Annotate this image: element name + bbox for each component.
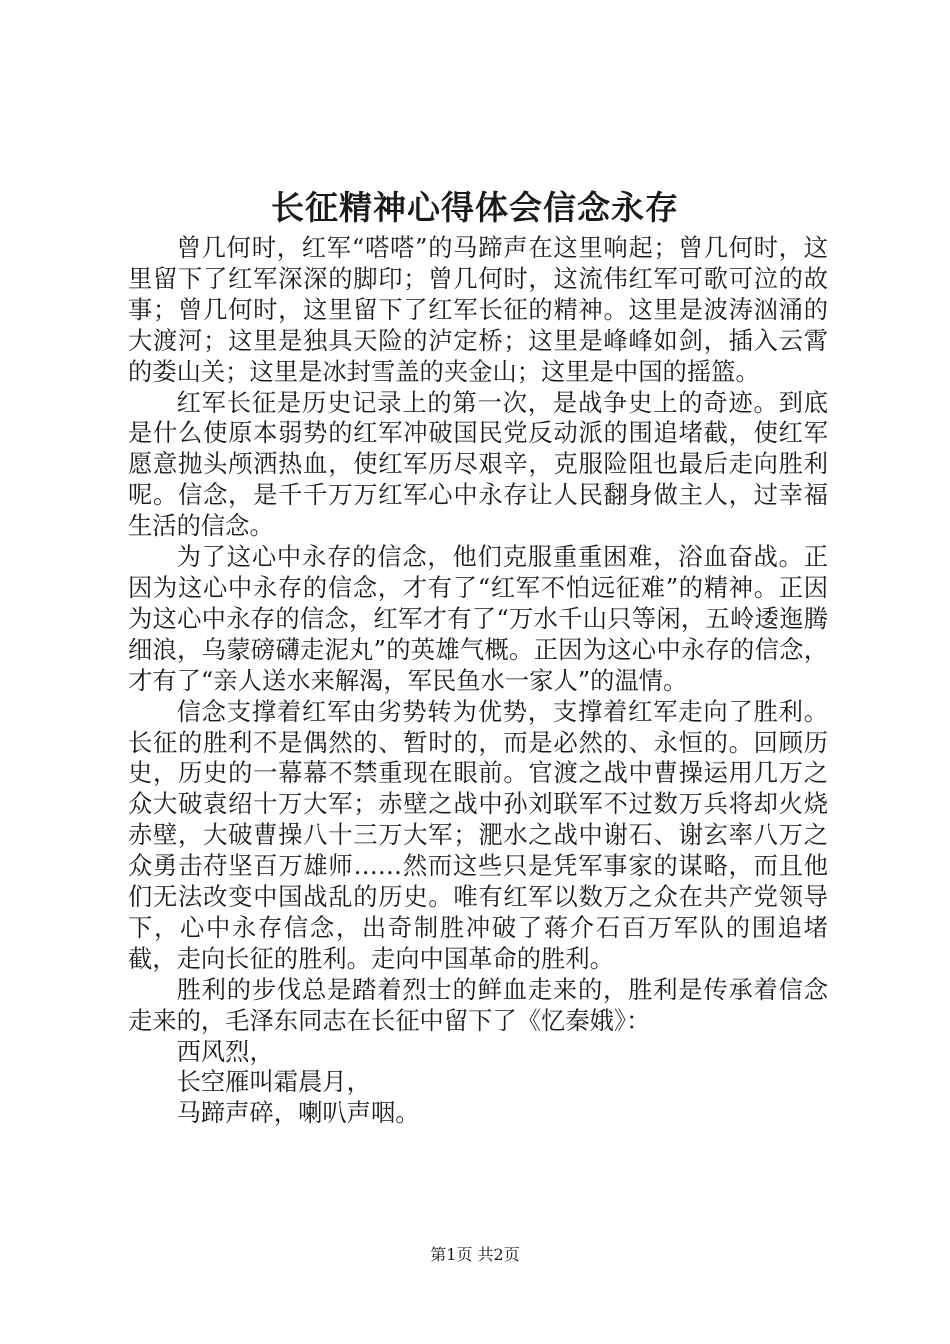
paragraph: 曾几何时，红军“嗒嗒”的马蹄声在这里响起；曾几何时，这里留下了红军深深的脚印；曾几何时，这流伟红军可歌可泣的故事；曾几何时，这里留下了红军长征的精神。这里是波涛汹涌的大渡河；这里是独具天险的泸定桥；这里是峰峰如剑，插入云霄的娄山关；这里是冰封雪盖的夹金山；这里是中国的摇篮。 bbox=[128, 233, 828, 386]
poem-line: 马蹄声碎，喇叭声咽。 bbox=[176, 1098, 420, 1128]
poem-line: 西风烈， bbox=[176, 1036, 274, 1066]
document-title: 长征精神心得体会信念永存 bbox=[271, 188, 679, 227]
paragraph: 红军长征是历史记录上的第一次，是战争史上的奇迹。到底是什么使原本弱势的红军冲破国民党反动派的围追堵截，使红军愿意抛头颅洒热血，使红军历尽艰辛，克服险阻也最后走向胜利呢。信念，是千千万万红军心中永存让人民翻身做主人，过幸福生活的信念。 bbox=[128, 387, 828, 541]
poem-line: 长空雁叫霜晨月， bbox=[176, 1067, 371, 1097]
paragraph: 为了这心中永存的信念，他们克服重重困难，浴血奋战。正因为这心中永存的信念，才有了“红军不怕远征难”的精神。正因为这心中永存的信念，红军才有了“万水千山只等闲，五岭逶迤腾细浪，乌蒙磅礴走泥丸”的英雄气概。正因为这心中永存的信念，才有了“亲人送水来解渴，军民鱼水一家人”的温情。 bbox=[128, 542, 828, 695]
paragraph: 信念支撑着红军由劣势转为优势，支撑着红军走向了胜利。长征的胜利不是偶然的、暂时的，而是必然的、永恒的。回顾历史，历史的一幕幕不禁重现在眼前。官渡之战中曹操运用几万之众大破袁绍十万大军；赤壁之战中孙刘联军不过数万兵将却火烧赤壁，大破曹操八十三万大军；淝水之战中谢石、谢玄率八万之众勇击苻坚百万雄师……然而这些只是凭军事家的谋略，而且他们无法改变中国战乱的历史。唯有红军以数万之众在共产党领导下，心中永存信念，出奇制胜冲破了蒋介石百万军队的围追堵截，走向长征的胜利。走向中国革命的胜利。 bbox=[128, 696, 828, 973]
paragraph: 胜利的步伐总是踏着烈士的鲜血走来的，胜利是传承着信念走来的，毛泽东同志在长征中留下了《忆秦娥》： bbox=[128, 974, 828, 1035]
document-body bbox=[128, 233, 828, 1129]
page-number: 第1页 共2页 bbox=[430, 1245, 520, 1264]
